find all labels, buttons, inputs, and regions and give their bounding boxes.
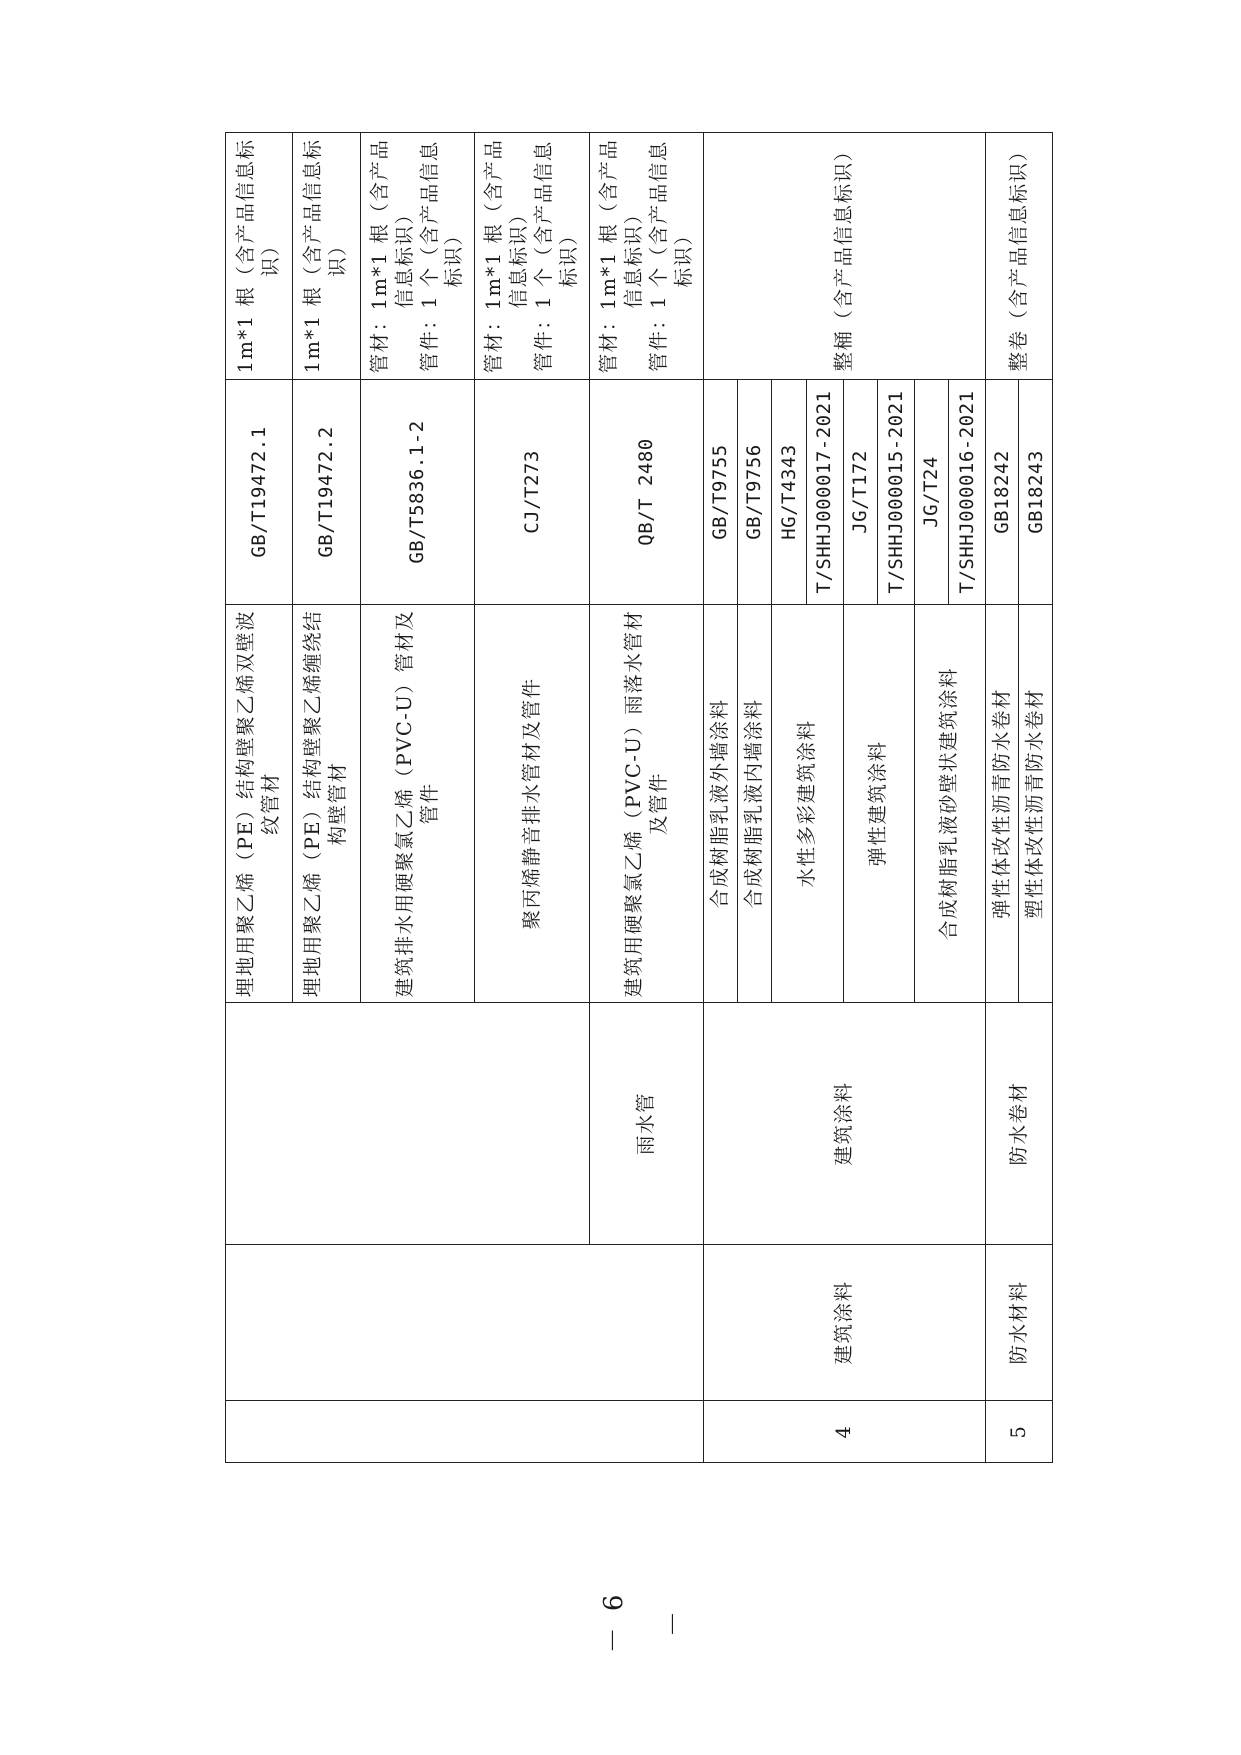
cell-product-name: 埋地用聚乙烯（PE）结构壁聚乙烯缠绕结构壁管材 [292,605,360,1003]
cell-standard: GB/T9756 [737,380,772,605]
cell-product-name: 弹性体改性沥青防水卷材 [986,605,1019,1003]
cell-standard: GB18242 [986,380,1019,605]
cell-category: 防水材料 [986,1245,1053,1401]
cell-standard: T/SHHJ000017-2021 [806,380,843,605]
cell-sample: 整桶（含产品信息标识） [704,133,986,380]
cell-product-name: 合成树脂乳液砂壁状建筑涂料 [914,605,985,1003]
cell-product-name: 建筑用硬聚氯乙烯（PVC-U）雨落水管材及管件 [589,605,704,1003]
cell-standard: GB/T19472.1 [226,380,293,605]
cell-sample-line: 管材：1m*1 根（含产品信息标识） [482,138,531,374]
cell-sample: 整卷（含产品信息标识） [986,133,1053,380]
cell-no: 5 [986,1401,1053,1463]
cell-standard: GB18243 [1019,380,1053,605]
cell-product-name: 埋地用聚乙烯（PE）结构壁聚乙烯双壁波纹管材 [226,605,293,1003]
cell-category: 建筑涂料 [704,1245,986,1401]
cell-sample [475,133,590,380]
cell-sample-line: 管材：1m*1 根（含产品信息标识） [596,138,645,374]
cell-standard: T/SHHJ000015-2021 [878,380,915,605]
cell-standard: T/SHHJ000016-2021 [949,380,986,605]
cell-subcategory-rain-pipe: 雨水管 [589,1003,704,1245]
cell-no: 4 [704,1401,986,1463]
cell-product-name: 聚丙烯静音排水管材及管件 [475,605,590,1003]
cell-standard: JG/T24 [914,380,949,605]
cell-sample: 1m*1 根（含产品信息标识） [292,133,360,380]
cell-category [226,1245,704,1401]
sampling-table [225,132,1053,1463]
cell-sample-line: 管件：1 个（含产品信息标识） [417,140,466,372]
cell-standard: JG/T172 [843,380,878,605]
cell-subcategory: 防水卷材 [986,1003,1053,1245]
cell-standard: HG/T4343 [772,380,807,605]
cell-standard: GB/T19472.2 [292,380,360,605]
cell-sample [360,133,475,380]
cell-sample-line: 管件：1 个（含产品信息标识） [532,140,580,372]
cell-sample [589,133,704,380]
document-table-rotated [225,133,1053,1463]
cell-sample-line: 管材：1m*1 根（含产品信息标识） [367,138,416,374]
cell-standard: CJ/T273 [475,380,590,605]
cell-sample-line: 管件：1 个（含产品信息标识） [646,140,695,372]
cell-subcategory: 建筑涂料 [704,1003,986,1245]
cell-sample: 1m*1 根（含产品信息标识） [226,133,293,380]
cell-no [226,1401,704,1463]
cell-product-name: 建筑排水用硬聚氯乙烯（PVC-U）管材及管件 [360,605,475,1003]
cell-standard: QB/T 2480 [589,380,704,605]
page-number: － 6 － [599,1590,689,1654]
cell-product-name: 合成树脂乳液内墙涂料 [737,605,772,1003]
cell-subcategory [226,1003,590,1245]
cell-standard: GB/T9755 [704,380,737,605]
cell-standard: GB/T5836.1-2 [360,380,475,605]
cell-product-name: 水性多彩建筑涂料 [772,605,843,1003]
cell-product-name: 弹性建筑涂料 [843,605,914,1003]
cell-product-name: 合成树脂乳液外墙涂料 [704,605,737,1003]
cell-product-name: 塑性体改性沥青防水卷材 [1019,605,1053,1003]
